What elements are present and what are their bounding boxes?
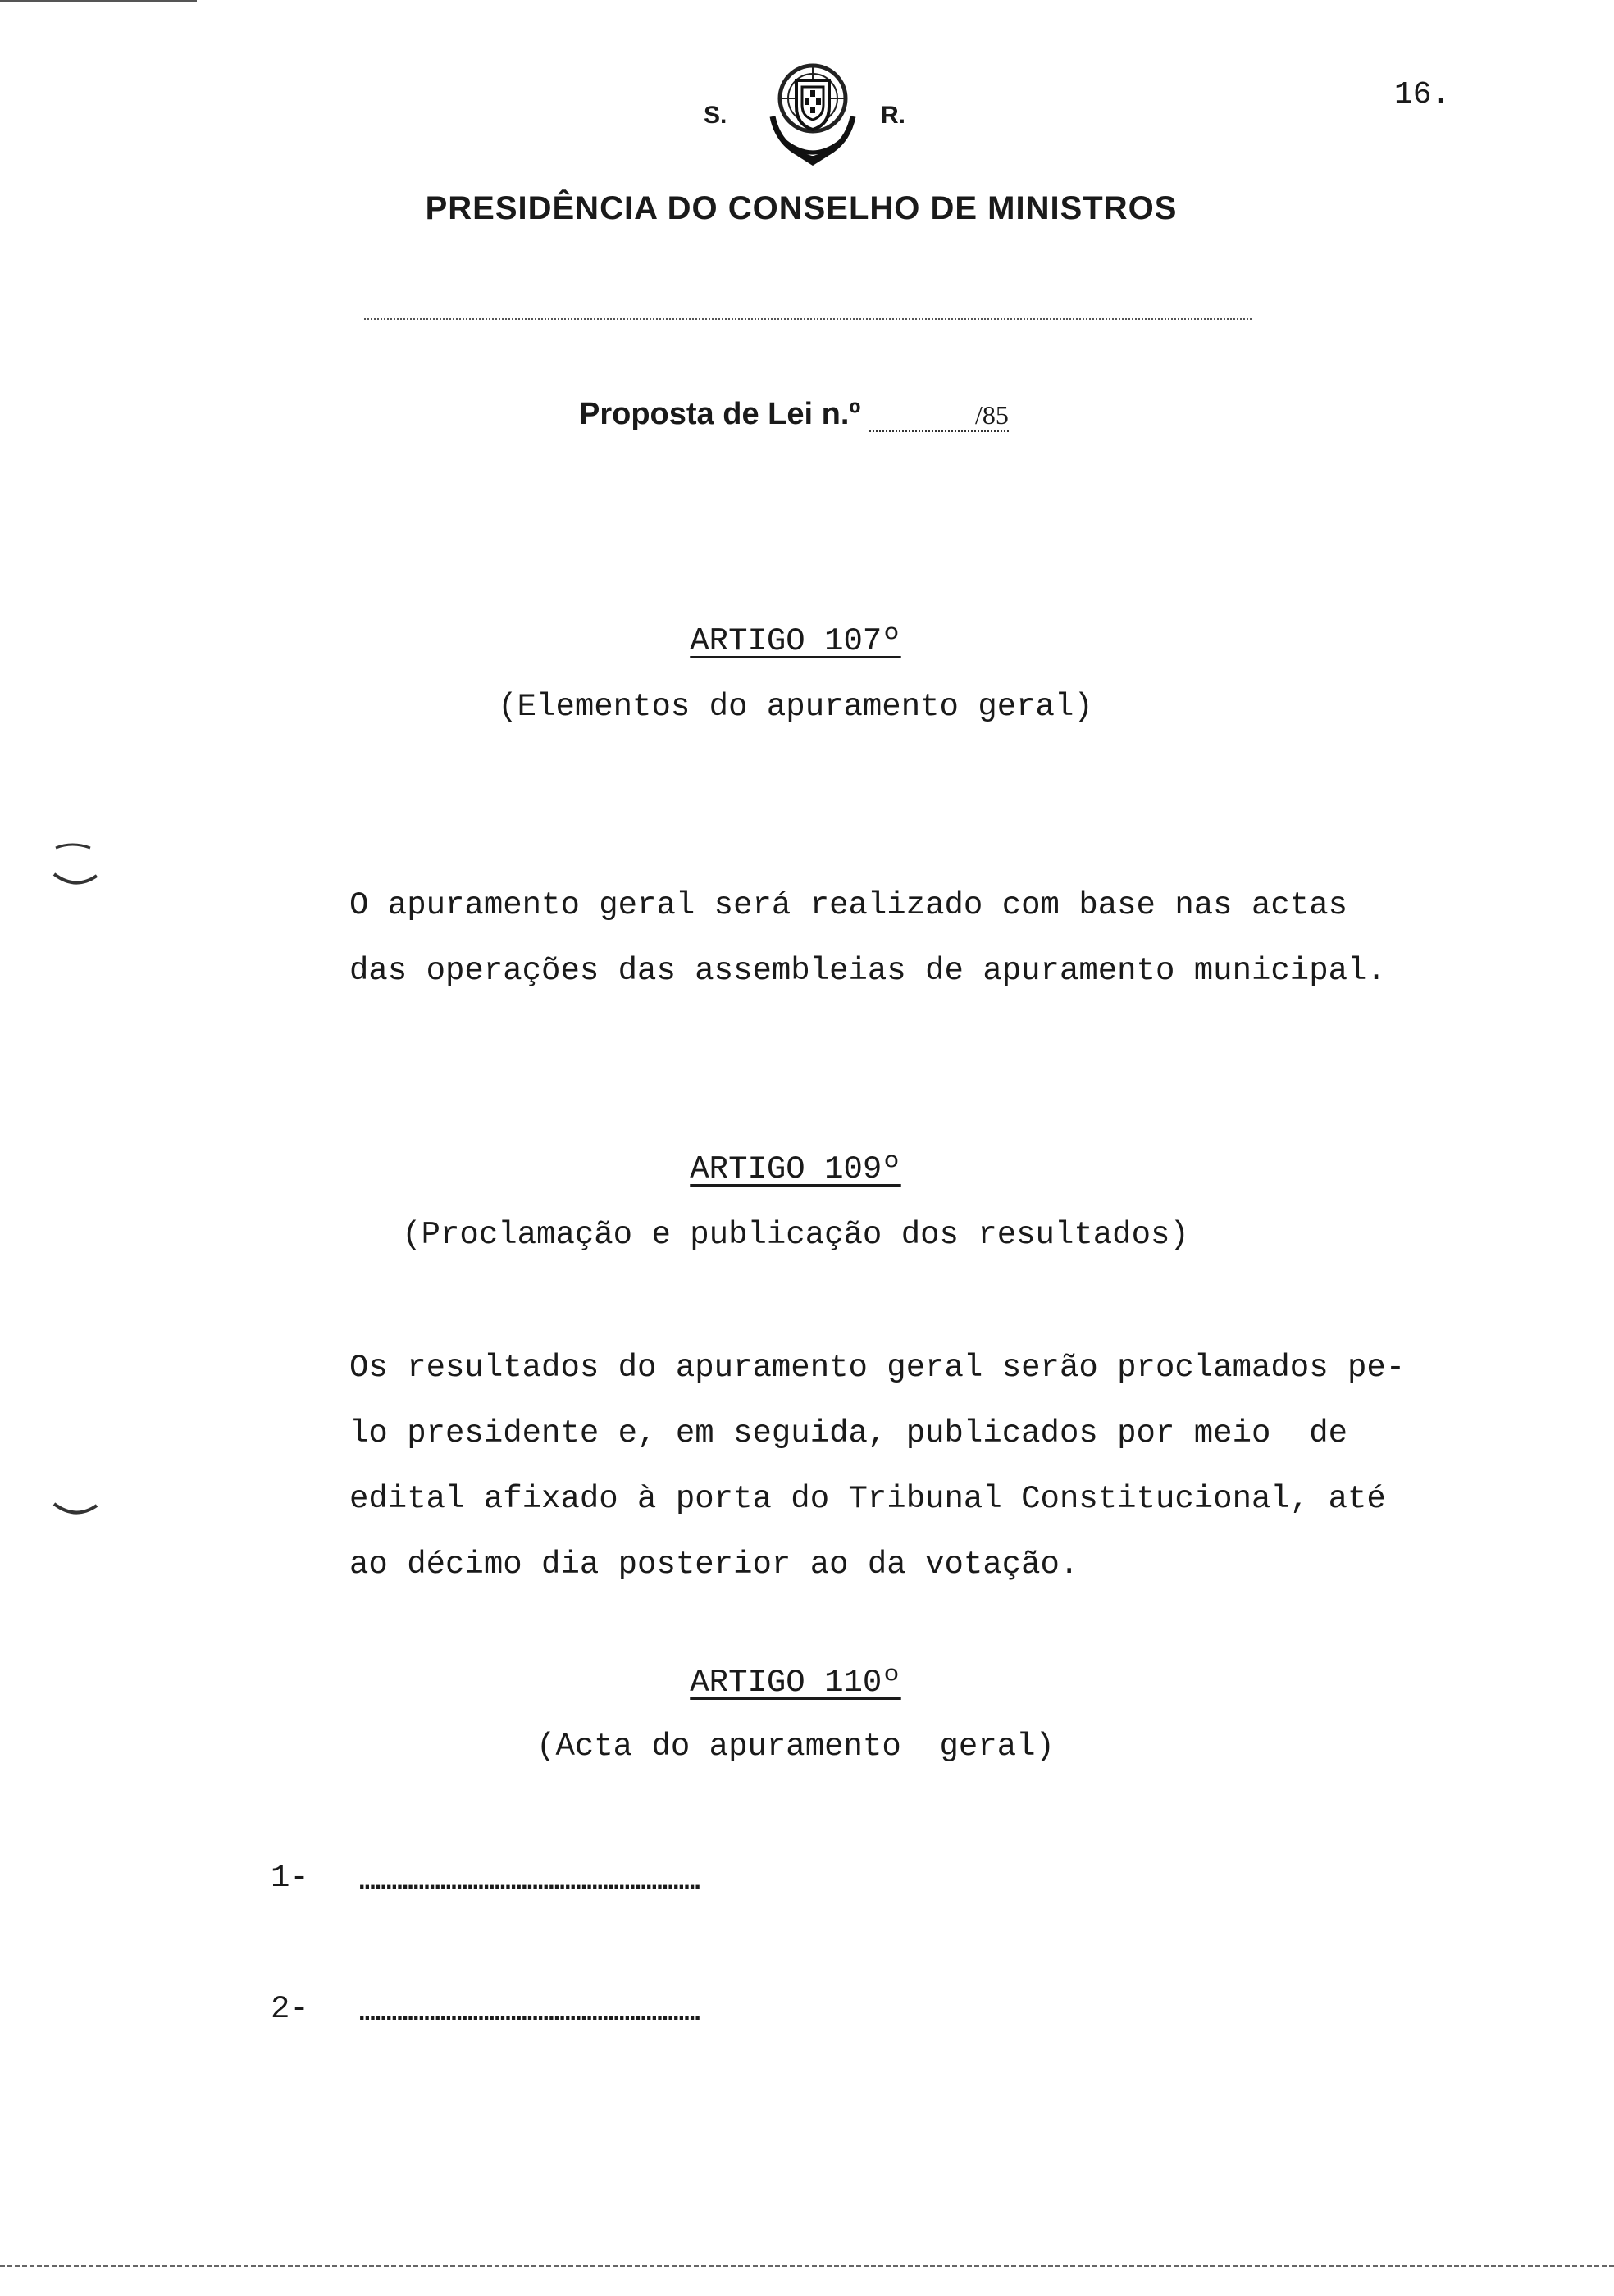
proposal-label: Proposta de Lei n.º — [579, 397, 861, 431]
proposal-number: /85 — [974, 400, 1009, 430]
list-item-placeholder: ............................................................... — [353, 1865, 695, 1899]
article-paragraph-line: das operações das assembleias de apuramento municipal. — [349, 953, 1386, 989]
portuguese-coat-of-arms-icon — [761, 59, 864, 169]
article-paragraph-line: edital afixado à porta do Tribunal Constitucional, até — [349, 1481, 1386, 1517]
article-heading: ARTIGO 107º — [690, 623, 901, 659]
article-paragraph-line: O apuramento geral será realizado com base nas actas — [349, 887, 1347, 923]
article-heading: ARTIGO 110º — [690, 1665, 901, 1701]
punch-hole-mark — [49, 841, 102, 891]
article-subtitle: (Elementos do apuramento geral) — [498, 689, 1093, 725]
article-paragraph-line: lo presidente e, em seguida, publicados por meio de — [349, 1415, 1347, 1451]
scan-edge-line — [0, 0, 197, 2]
proposal-number-field — [869, 400, 1009, 432]
list-item-number: 1- — [271, 1860, 309, 1896]
header-separator — [364, 318, 1252, 320]
header-left-letter: S. — [704, 102, 727, 129]
proposal-line — [579, 397, 1009, 432]
list-item-placeholder: ............................................................... — [353, 1996, 695, 2030]
list-item-number: 2- — [271, 1991, 309, 2027]
header-title: PRESIDÊNCIA DO CONSELHO DE MINISTROS — [425, 190, 1178, 226]
article-paragraph-line: Os resultados do apuramento geral serão proclamados pe- — [349, 1350, 1406, 1386]
article-paragraph-line: ao décimo dia posterior ao da votação. — [349, 1547, 1079, 1583]
article-heading: ARTIGO 109º — [690, 1151, 901, 1187]
article-subtitle: (Proclamação e publicação dos resultados) — [402, 1217, 1189, 1253]
punch-hole-mark — [49, 1496, 102, 1528]
header-right-letter: R. — [881, 102, 905, 129]
scan-edge-line — [0, 2265, 1614, 2267]
article-subtitle: (Acta do apuramento geral) — [536, 1729, 1055, 1765]
page-number: 16. — [1394, 77, 1451, 112]
